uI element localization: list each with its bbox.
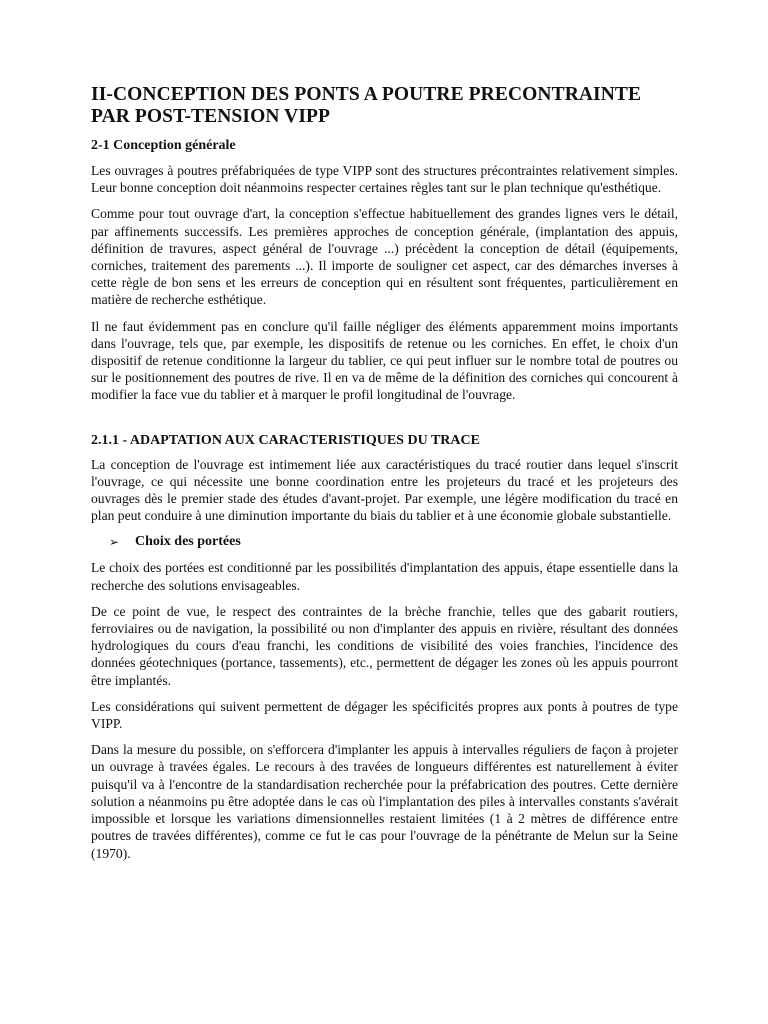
arrowhead-bullet-icon: ➢	[109, 535, 120, 550]
section-heading: 2-1 Conception générale	[91, 138, 236, 153]
paragraph: Il ne faut évidemment pas en conclure qu'il faille négliger des éléments apparemment moins importants dans l'ouvrage, tels que, par exemple, les dispositifs de retenue ou les corniches. En effet, le choix d'un dispositif de retenue conditionne la largeur du tablier, ce qui peut influer sur le nombre total de poutres ou sur le positionnement des poutres de rive. Il en va de même de la définition des corniches qui concourent à modifier la face vue du tablier et à marquer le profil longitudinal de l'ouvrage.	[91, 318, 678, 403]
bullet-heading-row	[109, 533, 678, 551]
paragraph: Le choix des portées est conditionné par les possibilités d'implantation des appuis, étape essentielle dans la recherche des solutions envisageables.	[91, 560, 678, 593]
title-line-1: II-CONCEPTION DES PONTS A POUTRE PRECONTRAINTE	[91, 84, 642, 105]
paragraph: Dans la mesure du possible, on s'efforcera d'implanter les appuis à intervalles réguliers de façon à projeter un ouvrage à travées égales. Le recours à des travées de longueurs différentes est naturellement à éviter puisqu'il va à l'encontre de la standardisation recherchée pour la préfabrication des poutres. Cette dernière solution a néanmoins pu être adoptée dans le cas où l'implantation des piles à intervalles constants s'avérait impossible et lorsque les variations dimensionnelles restaient limitées (1 à 2 mètres de différence entre poutres de travées différentes), comme ce fut le cas pour l'ouvrage de la pénétrante de Melun sur la Seine (1970).	[91, 742, 678, 861]
paragraph: De ce point de vue, le respect des contraintes de la brèche franchie, telles que des gabarit routiers, ferroviaires ou de navigation, la possibilité ou non d'implanter des appuis en rivière, résultant des données hydrologiques du cours d'eau franchi, les conditions de visibilité des voies franchies, l'incidence des données géotechniques (portance, tassements), etc., permettent de dégager les zones où les appuis pourront être implantés.	[91, 603, 678, 688]
paragraph: Les ouvrages à poutres préfabriquées de type VIPP sont des structures précontraintes relativement simples. Leur bonne conception doit néanmoins respecter certaines règles tant sur le plan technique qu'esthétique.	[91, 163, 678, 196]
subsection-heading: 2.1.1 - ADAPTATION AUX CARACTERISTIQUES DU TRACE	[91, 432, 480, 448]
bullet-heading: Choix des portées	[135, 534, 241, 550]
paragraph: Les considérations qui suivent permettent de dégager les spécificités propres aux ponts à poutres de type VIPP.	[91, 698, 678, 732]
paragraph: La conception de l'ouvrage est intimement liée aux caractéristiques du tracé routier dans lequel s'inscrit l'ouvrage, ce qui nécessite une bonne coordination entre les projeteurs du tracé et les projeteurs des ouvrages dès le premier stade des études d'avant-projet. Par exemple, une légère modification du tracé en plan peut conduire à une diminution importante du biais du tablier et à une économie globale substantielle.	[91, 456, 678, 524]
paragraph: Comme pour tout ouvrage d'art, la conception s'effectue habituellement des grandes lignes vers le détail, par affinements successifs. Les premières approches de conception générale, (implantation des appuis, définition de travures, aspect général de l'ouvrage ...) précèdent la conception de détail (équipements, corniches, traitement des parements ...). Il importe de souligner cet aspect, car des démarches inverses à cette règle de bon sens et les erreurs de conception qui en résultent sont fréquentes, particulièrement en matière de recherche esthétique.	[91, 206, 678, 308]
title-line-2: PAR POST-TENSION VIPP	[91, 106, 331, 127]
document-title	[91, 84, 678, 128]
